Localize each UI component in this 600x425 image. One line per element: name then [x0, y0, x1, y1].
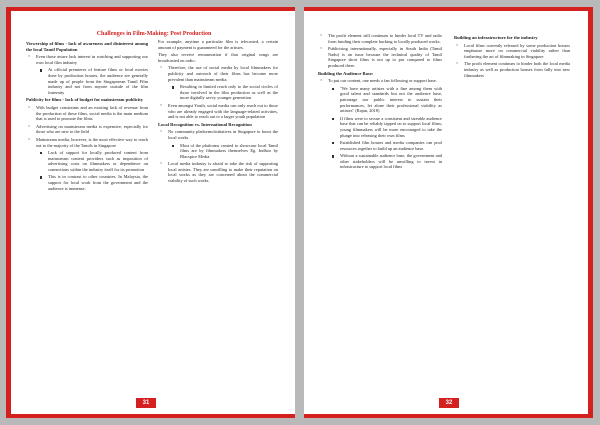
section-heading: Building the Audience Base: — [318, 70, 374, 76]
list-item: ○ Even those aware lack interest in watching and supporting our own local film industry — [26, 54, 148, 65]
list-item: This is in contrast to other countries. In Malaysia, the support for local work from the government and the audience is immense. — [26, 174, 148, 191]
right-page-border-right — [588, 7, 593, 418]
list-item: At official premieres of feature films or local movies done by production houses, the audience are generally made up of people from the Singaporean Tamil Film industry and not from anyone outside of the film fraternity — [26, 67, 148, 95]
right-page-border-bottom — [304, 414, 593, 418]
list-item: Resulting in limited reach only to the social circles of those involved in the film production as well as the more digitally savvy younger generation — [158, 84, 278, 101]
list-item: ○ Advertising on mainstream media is expensive, especially for those who are new to the field — [26, 124, 148, 135]
left-col-2 — [158, 39, 278, 186]
list-item: ○ Therefore, the use of social media by local filmmakers for publicity and outreach of their films has become more prevalent than mainstream media. — [158, 65, 278, 82]
list-item: ○ Local media industry is afraid to take the risk of supporting local artistes. They are unwilling to make their reputation on local works as they are concerned about the commercial viability of such works. — [158, 161, 278, 183]
list-item: If films were to secure a consistent and sizeable audience base that can be reliably tapped on to support local films; young filmmakers will be more encouraged to take the plunge into releasing their own films — [318, 116, 442, 138]
page-number: 31 — [136, 398, 156, 408]
list-item: Established film houses and media companies can pool resources together to build up an audience base. — [318, 140, 442, 151]
section-heading: Local Recognition vs. International Recognition — [158, 121, 252, 127]
left-col-1 — [26, 39, 148, 193]
page-title: Challenges in Film-Making: Post Production — [96, 31, 212, 37]
list-item: ○ To put our content, one needs a fan following or support base. — [318, 78, 442, 84]
section-heading: Viewership of films - lack of awareness and disinterest among the local Tamil Population — [26, 41, 148, 52]
list-item: ○ Publicising internationally, especially in South India (Tamil Nadu) is an issue because the technical quality of Tamil Singapore short films is not up to par compared to films produced there. — [318, 46, 442, 68]
left-page-border-bottom — [6, 414, 295, 418]
page-number: 32 — [439, 398, 459, 408]
right-col-2 — [454, 33, 570, 80]
section-heading: Building an infrastructure for the industry — [454, 35, 538, 40]
list-item: ○ No community platforms/initiatives in Singapore to boost the local works — [158, 129, 278, 140]
right-page-border-top — [304, 7, 593, 11]
right-col-1 — [318, 33, 442, 172]
list-item: ○ The profit element continues to hinder both the local media industry as well as production houses from fully into new filmmakers — [454, 61, 570, 78]
list-item: "We have many artistes with a fine among them with good talent and standards but not the audience base, patronage nor public interest to sustain their performances, let alone their professional viability as artistes" (Rajan, 2018) — [318, 86, 442, 114]
list-item: ○ The profit element still continues to hinder local TV and radio from funding their complete backing to locally produced works. — [318, 33, 442, 44]
list-item: Most of the platforms created to showcase local Tamil films are by filmmakers themselves Eg. Indhoo by Blacspice Media — [158, 143, 278, 160]
left-page-border-left — [6, 7, 11, 418]
left-page-border-top — [6, 7, 295, 11]
paragraph: They also receive remuneration if that original songs are broadcasted on radio. — [158, 52, 278, 63]
list-item: ○ Local films currently released by some production houses emphasise more on commercial viability rather than furthering the art of filmmaking in Singapore — [454, 43, 570, 60]
left-page — [6, 7, 295, 418]
list-item: ○ Mainstream media, however, is the most effective way to reach out to the majority of the Tamils in Singapore — [26, 137, 148, 148]
list-item: Lack of support for locally produced content from mainstream content providers such as imposition of advertising costs on filmmakers or dependence on connections within the industry itself for its promotion — [26, 150, 148, 172]
right-page — [304, 7, 593, 418]
list-item: ○ Even amongst Youth, social media can only reach out to those who are already engaged with the language-related activities, and is not able to reach out to a larger youth population — [158, 103, 278, 120]
paragraph: For example, anytime a particular film is telecasted, a certain amount of payment is guaranteed for the artistes. — [158, 39, 278, 50]
list-item: ○ With budget constraints and an existing lack of revenue from the production of these films, social media is the main medium that is used to promote the films — [26, 105, 148, 122]
list-item: Without a sustainable audience base, the government and other stakeholders will be unwilling to invest in infrastructure to support local films — [318, 153, 442, 170]
section-heading: Publicity for films - lack of budget for mainstream publicity — [26, 97, 144, 103]
